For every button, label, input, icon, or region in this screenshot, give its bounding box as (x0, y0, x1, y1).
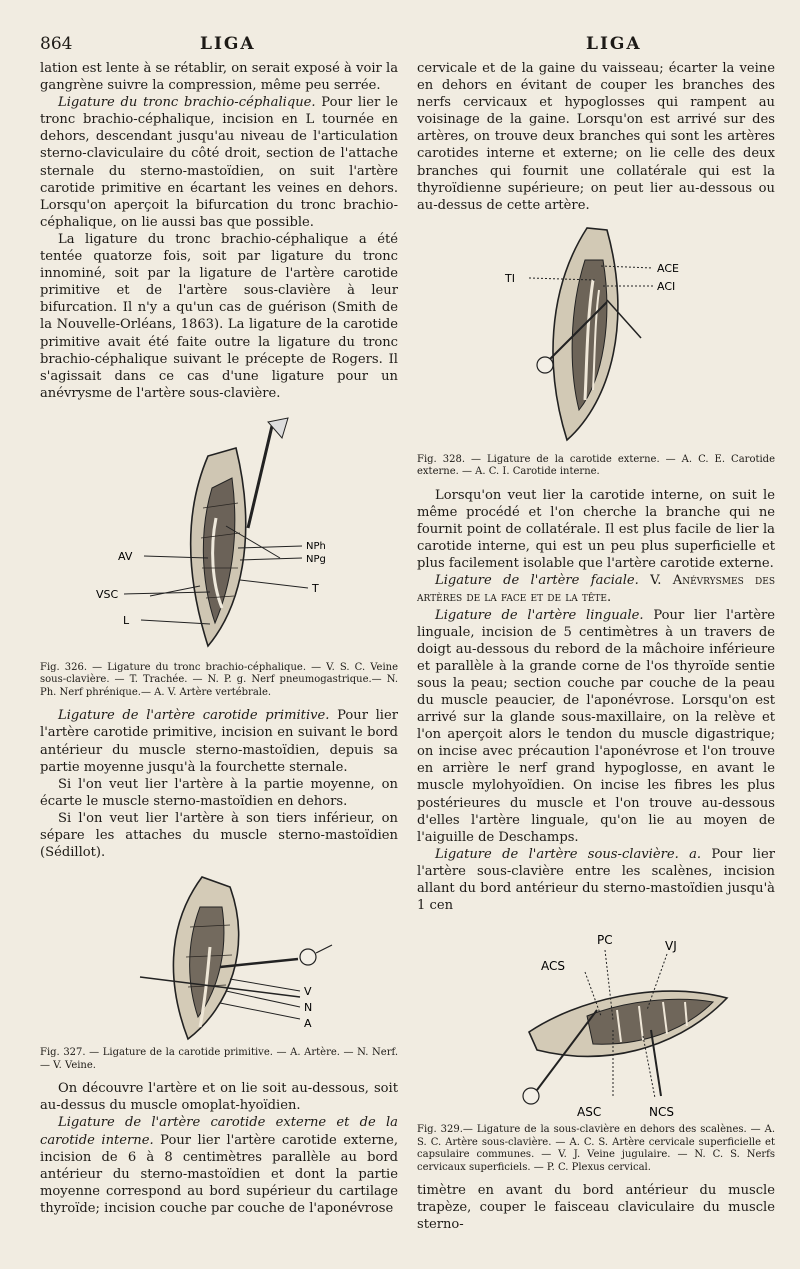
label-acs: ACS (541, 959, 565, 974)
paragraph: La ligature du tronc brachio-céphalique a été tentée quatorze fois, soit par ligature du tronc innominé, soit par la ligature de l'artère carotide primitive et de l'artère sous-clavière à leur bifurcation. Il n'y a qu'un cas de guérison (Smith de la Nouvelle-Orléans, 1863). La ligature de la carotide primitive avait été faite outre la ligature du tronc brachio-céphalique suivant le précepte de Rogers. Il s'agissait dans ce cas d'une ligature pour un anévrysme de l'artère sous-clavière. (40, 231, 398, 401)
paragraph: Si l'on veut lier l'artère à la partie moyenne, on écarte le muscle sterno-mastoïdien en dehors. (40, 776, 398, 809)
paragraph (40, 94, 398, 231)
figure-327 (40, 867, 398, 1043)
paragraph: lation est lente à se rétablir, on serait exposé à voir la gangrène suivre la compression, même peu serrée. (40, 61, 398, 94)
paragraph-text: Pour lier l'artère linguale, incision de 5 centimètres à un travers de doigt au-dessous du rebord de la mâchoire inférieure et parallèle à la grande corne de l'os thyroïde sentie sous la peau; section couche par couche de la peau du muscle peaucier, de l'aponévrose. Lorsqu'on est arrivé sur la glande sous-maxillaire, on la relève et l'on aperçoit alors le tendon du muscle digastrique; on incise avec précaution l'aponévrose et l'on trouve en arrière le nerf grand hypoglosse, en avant le muscle mylohyoïdien. On incise les fibres les plus postérieures du muscle et l'on trouve au-dessous d'elles l'artère linguale, qu'on lie au moyen de l'aiguille de Deschamps. (417, 607, 775, 845)
figure-326-caption: Fig. 326. — Ligature du tronc brachio-céphalique. — V. S. C. Veine sous-clavière. — T. Trachée. — N. P. g. Nerf pneumogastrique.— N. Ph. Nerf phrénique.— A. V. Artère vertébrale. (40, 661, 398, 698)
running-head-left: LIGA (200, 34, 256, 54)
section-title: Ligature de l'artère sous-clavière. (435, 846, 679, 862)
section-title: Ligature de l'artère carotide primitive. (58, 708, 330, 724)
paragraph-text: Pour lier l'artère carotide externe, incision de 6 à 8 centimètres parallèle au bord antérieur du sterno-mastoïdien et dont la partie moyenne correspond au bord supérieur du cartilage thyroïde; incision couche par couche de l'aponévrose (40, 1132, 399, 1216)
label-ace: ACE (657, 261, 679, 275)
figure-328 (417, 220, 775, 450)
label-asc: ASC (577, 1105, 602, 1120)
cross-reference: Anévrysmes des artères de la face et de la tête. (417, 573, 776, 606)
label-l: L (123, 613, 130, 627)
left-column (40, 60, 398, 1217)
figure-327-illustration (40, 867, 398, 1043)
label-v: V (304, 985, 312, 999)
right-column (417, 60, 775, 1233)
paragraph (417, 572, 775, 606)
label-nph: NPh (306, 540, 326, 552)
paragraph: timètre en avant du bord antérieur du muscle trapèze, couper le faisceau claviculaire du muscle sterno- (417, 1183, 775, 1233)
figure-328-illustration (417, 220, 775, 450)
paragraph (40, 707, 398, 775)
figure-329-illustration (417, 920, 775, 1120)
label-vj: VJ (665, 939, 677, 954)
paragraph (417, 846, 775, 914)
label-t: T (312, 581, 319, 595)
label-vsc: VSC (96, 587, 119, 601)
figure-326-illustration (40, 408, 398, 658)
figure-329-caption: Fig. 329.— Ligature de la sous-clavière en dehors des scalènes. — A. S. C. Artère sous-clavière. — A. C. S. Artère cervicale superficielle et capsulaire communes. — V. J. Veine jugulaire. — N. C. S. Nerfs cervicaux superficiels. — P. C. Plexus cervical. (417, 1124, 775, 1173)
label-aci: ACI (657, 279, 676, 293)
paragraph (417, 607, 775, 846)
label-a: A (304, 1017, 312, 1031)
figure-326 (40, 408, 398, 658)
paragraph-text: Pour lier le tronc brachio-céphalique, incision en L tournée en dehors, descendant jusqu'au niveau de l'articulation sterno-claviculaire du côté droit, section de l'attache sternale du sterno-mastoïdien, on suit l'artère carotide primitive en écartant les veines en dehors. Lorsqu'on aperçoit la bifurcation du tronc brachio-céphalique, on lie aussi bas que possible. (40, 95, 398, 230)
figure-328-caption: Fig. 328. — Ligature de la carotide externe. — A. C. E. Carotide externe. — A. C. I. Carotide interne. (417, 453, 775, 478)
paragraph: Si l'on veut lier l'artère à son tiers inférieur, on sépare les attaches du muscle sterno-mastoïdien (Sédillot). (40, 810, 398, 861)
label-ti: TI (505, 271, 515, 285)
section-title: Ligature de l'artère faciale. (435, 573, 639, 589)
paragraph-text: Pour lier l'artère sous-clavière entre les scalènes, incision allant du bord antérieur du sterno-mastoïdien jusqu'à 1 cen (417, 846, 775, 914)
label-ncs: NCS (649, 1105, 674, 1120)
figure-329 (417, 920, 775, 1120)
paragraph-text: Pour lier l'artère carotide primitive, incision en suivant le bord antérieur du muscle sterno-mastoïdien, depuis sa partie moyenne jusqu'à la fourchette sternale. (40, 708, 398, 775)
label-n: N (304, 1001, 313, 1015)
section-title: Ligature de l'artère linguale. (435, 607, 644, 623)
page-header (40, 34, 770, 56)
paragraph-text: V. (638, 573, 673, 589)
section-title: Ligature du tronc brachio-céphalique. (58, 95, 316, 111)
enumerator: a. (678, 846, 702, 862)
paragraph: On découvre l'artère et on lie soit au-dessous, soit au-dessus du muscle omoplat-hyoïdien. (40, 1081, 398, 1114)
section-title: Ligature de l'artère carotide externe et de la carotide interne. (40, 1115, 398, 1148)
paragraph (40, 1114, 398, 1217)
figure-327-caption: Fig. 327. — Ligature de la carotide primitive. — A. Artère. — N. Nerf. — V. Veine. (40, 1047, 398, 1071)
label-av: AV (118, 549, 133, 563)
page-number: 864 (40, 34, 73, 54)
paragraph: cervicale et de la gaine du vaisseau; écarter la veine en dehors en évitant de couper les branches des nerfs cervicaux et hypoglosses qui rampent au voisinage de la gaine. Lorsqu'on est arrivé sur des artères, on trouve deux branches qui sont les artères carotides interne et externe; on lie celle des deux branches qui fournit une collatérale qui est la thyroïdienne supérieure; on peut lier au-dessous ou au-dessus de cette artère. (417, 61, 775, 213)
running-head-right: LIGA (586, 34, 642, 54)
paragraph: Lorsqu'on veut lier la carotide interne, on suit le même procédé et l'on cherche la branche qui ne fournit point de collatérale. Il est plus facile de lier la carotide interne, qui est un peu plus superficielle et plus facilement isolable que l'artère carotide externe. (417, 487, 775, 572)
label-npg: NPg (306, 553, 326, 565)
label-pc: PC (597, 933, 613, 948)
